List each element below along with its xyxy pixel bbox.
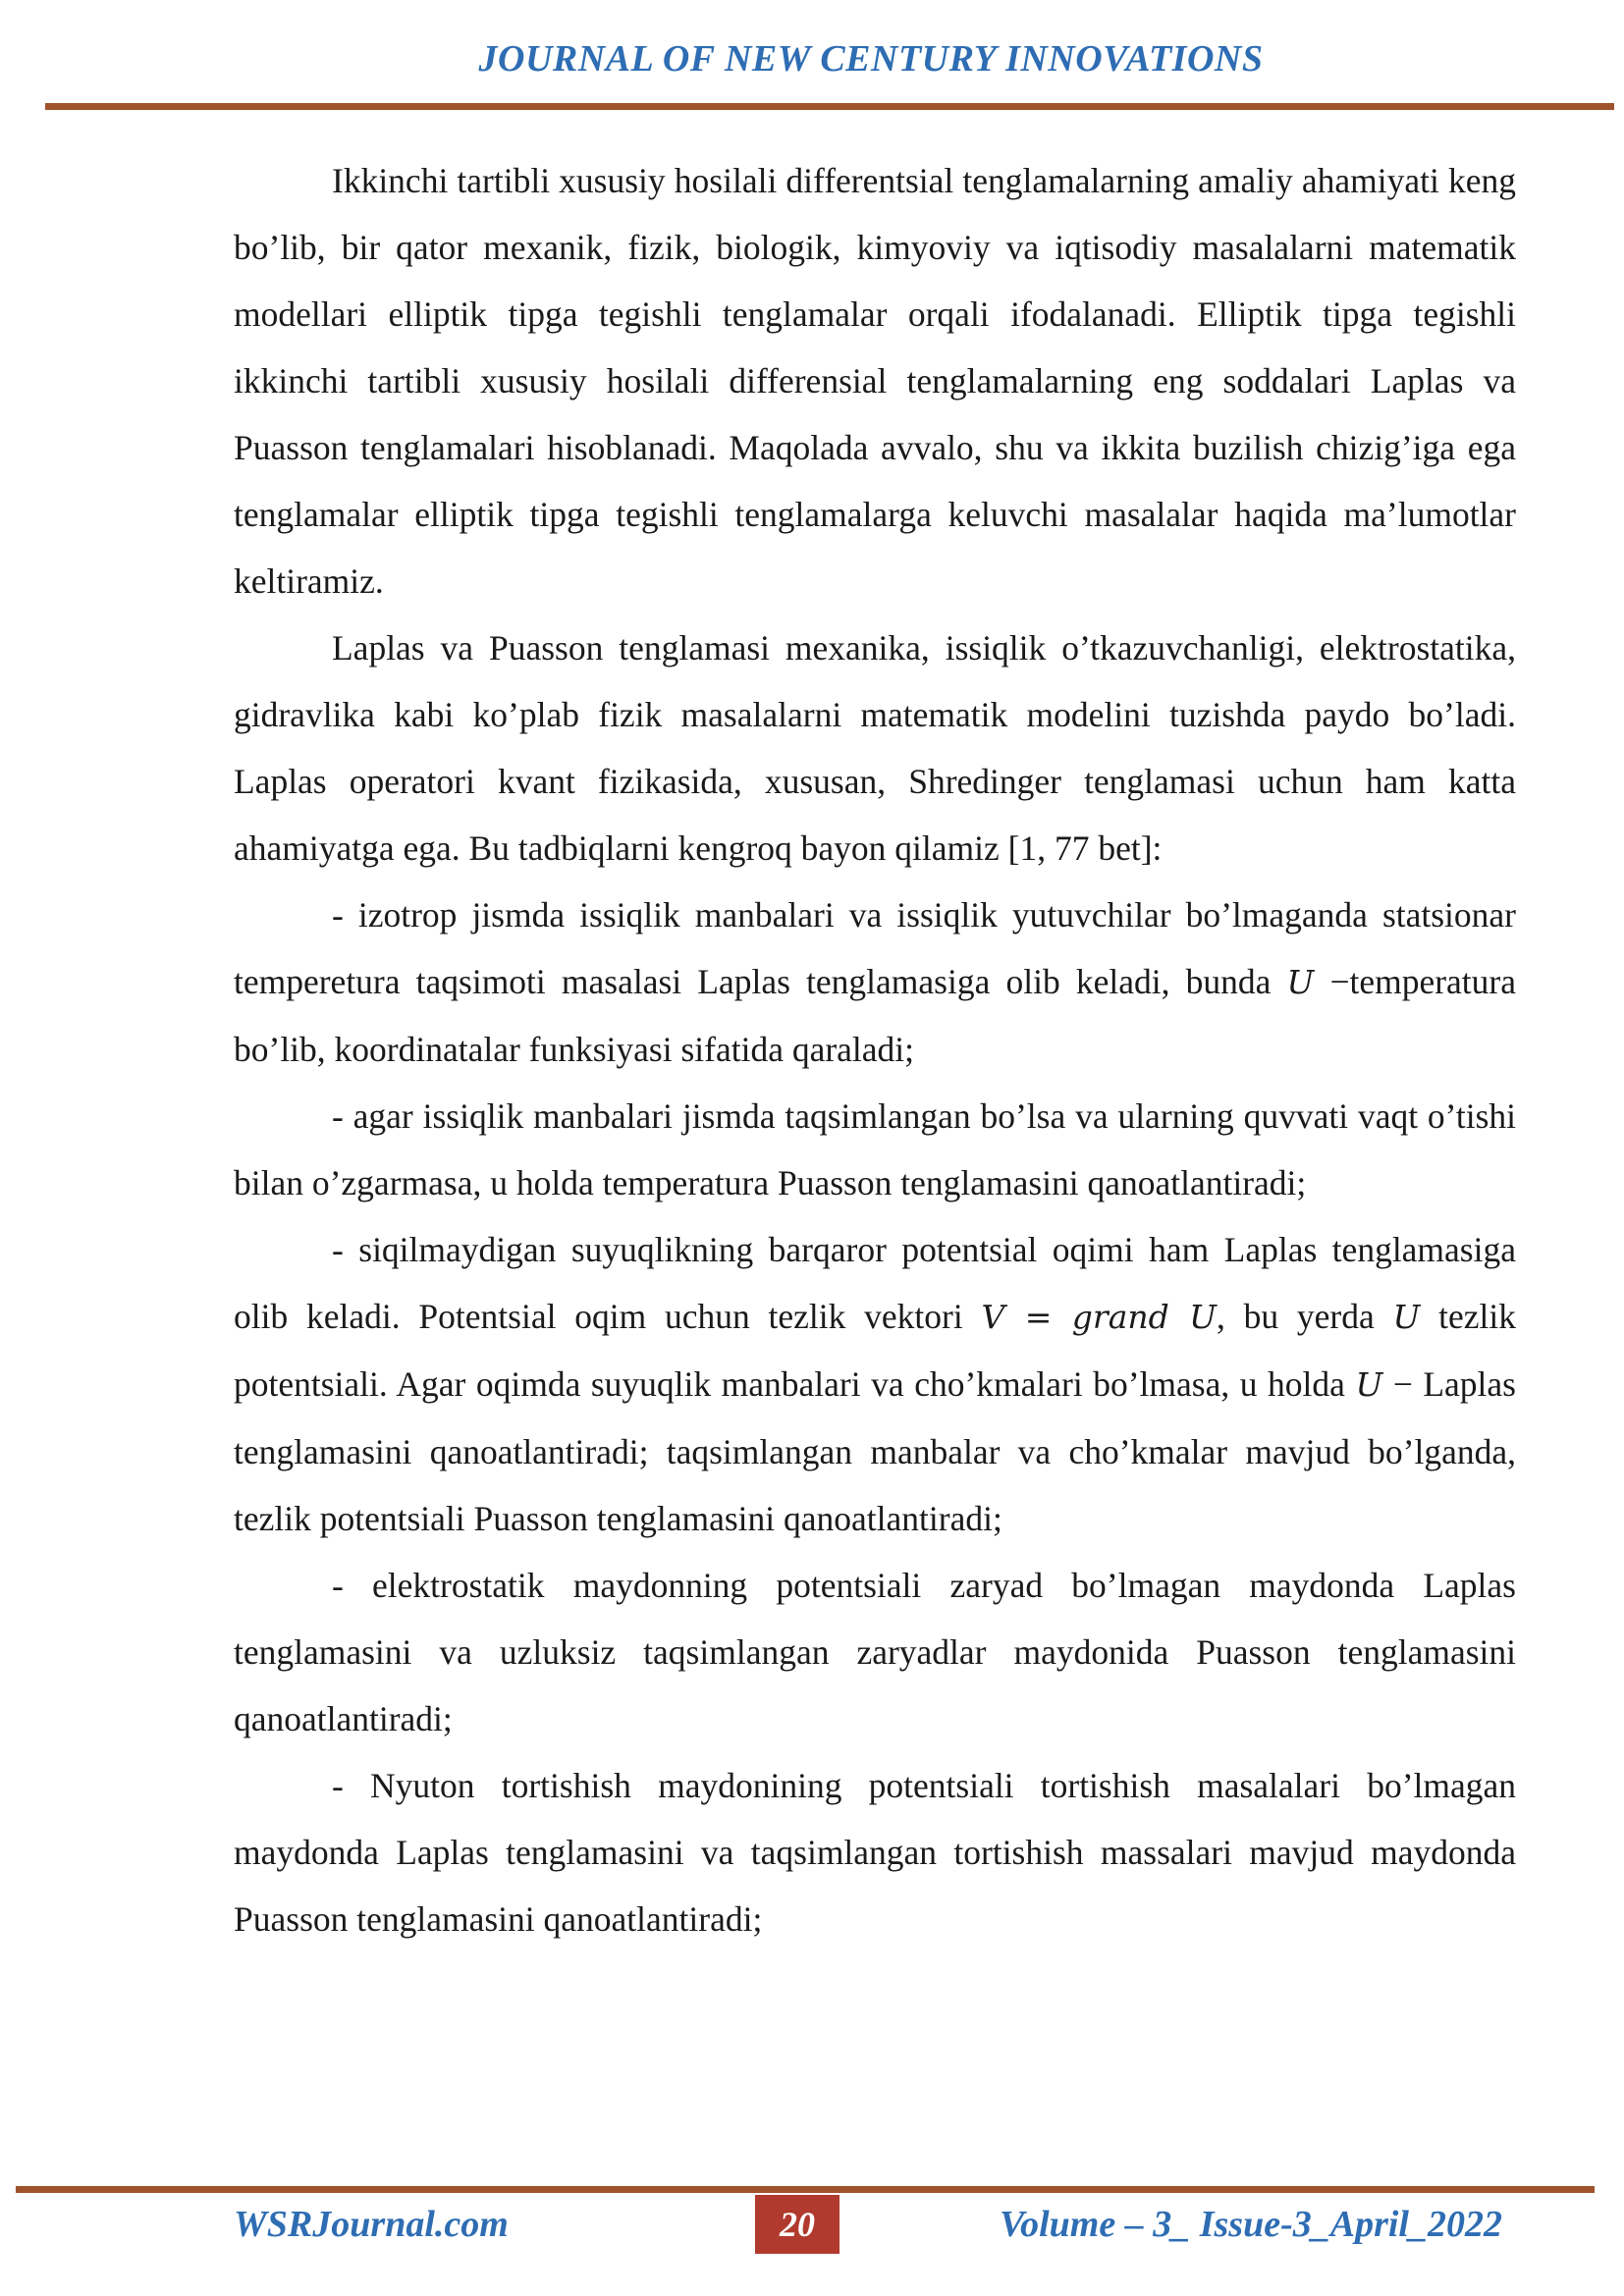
paragraph-text: tezlik potentsiali. Agar oqimda suyuqlik manbalari va cho’kmalari bo’lmasa, u holda <box>234 1297 1516 1404</box>
paragraph-text: - izotrop jismda issiqlik manbalari va issiqlik yutuvchilar bo’lmaganda statsionar temperetura taqsimoti masalasi Laplas tenglamasiga olib keladi, bunda <box>234 895 1516 1001</box>
article-body <box>234 147 1516 1952</box>
math-variable-u: U <box>1392 1298 1421 1336</box>
math-variable-u: U <box>1355 1365 1383 1404</box>
header-divider <box>45 103 1614 110</box>
paragraph-text: - siqilmaydigan suyuqlikning barqaror potentsial oqimi ham Laplas tenglamasiga olib keladi. Potentsial oqim uchun tezlik vektori <box>234 1230 1516 1336</box>
paragraph-heat-sources: - agar issiqlik manbalari jismda taqsimlangan bo’lsa va ularning quvvati vaqt o’tishi bilan o’zgarmasa, u holda temperatura Puasson tenglamasini qanoatlantiradi; <box>234 1096 1516 1202</box>
paragraph-intro: Ikkinchi tartibli xususiy hosilali differentsial tenglamalarning amaliy ahamiyati keng bo’lib, bir qator mexanik, fizik, biologik, kimyoviy va iqtisodiy masalalarni matematik modellari elliptik tipga tegishli tenglamalar orqali ifodalanadi. Elliptik tipga tegishli ikkinchi tartibli xususiy hosilali differensial tenglamalarning eng soddalari Laplas va Puasson tenglamalari hisoblanadi. Maqolada avvalo, shu va ikkita buzilish chizig’iga ega tenglamalar elliptik tipga tegishli tenglamalarga keluvchi masalalar haqida ma’lumotlar keltiramiz. <box>234 161 1516 601</box>
journal-title: JOURNAL OF NEW CENTURY INNOVATIONS <box>478 38 1264 80</box>
footer-divider <box>16 2186 1595 2193</box>
paragraph-fluid-flow <box>234 1216 1516 1552</box>
paragraph-applications: Laplas va Puasson tenglamasi mexanika, issiqlik o’tkazuvchanligi, elektrostatika, gidravlika kabi ko’plab fizik masalalarni matematik modelini tuzishda paydo bo’ladi. Laplas operatori kvant fizikasida, xususan, Shredinger tenglamasi uchun ham katta ahamiyatga ega. Bu tadbiqlarni kengroq bayon qilamiz [1, 77 bet]: <box>234 628 1516 868</box>
footer-website: WSRJournal.com <box>234 2204 509 2245</box>
paragraph-isotropic-body <box>234 881 1516 1083</box>
paragraph-gravitation: - Nyuton tortishish maydonining potentsiali tortishish masalalari bo’lmagan maydonda Laplas tenglamasini va taqsimlangan tortishish massalari mavjud maydonda Puasson tenglamasini qanoatlantiradi; <box>234 1766 1516 1939</box>
math-velocity-formula: V = grand U <box>981 1298 1217 1336</box>
paragraph-text: − Laplas tenglamasini qanoatlantiradi; taqsimlangan manbalar va cho’kmalar mavjud bo’lganda, tezlik potentsiali Puasson tenglamasini qanoatlantiradi; <box>234 1364 1516 1538</box>
footer-volume-issue: Volume – 3_ Issue-3_April_2022 <box>999 2204 1502 2245</box>
math-variable-u: U <box>1286 963 1315 1001</box>
page-number-badge: 20 <box>755 2195 839 2254</box>
paragraph-text: −temperatura bo’lib, koordinatalar funksiyasi sifatida qaraladi; <box>234 962 1516 1069</box>
paragraph-text: , bu yerda <box>1216 1297 1393 1336</box>
paragraph-electrostatic: - elektrostatik maydonning potentsiali zaryad bo’lmagan maydonda Laplas tenglamasini va uzluksiz taqsimlangan zaryadlar maydonida Puasson tenglamasini qanoatlantiradi; <box>234 1566 1516 1738</box>
